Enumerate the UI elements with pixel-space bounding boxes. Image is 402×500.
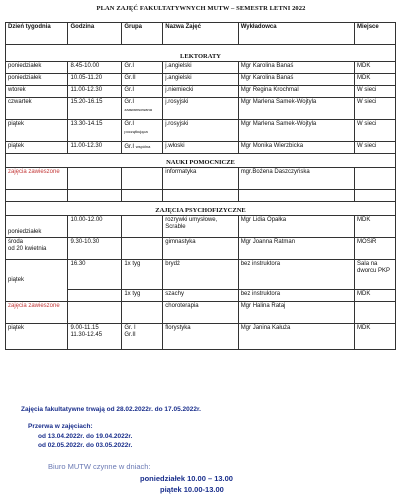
header-group: Grupa [122,23,163,45]
cell-class-name: brydż [163,260,238,290]
cell-class-name: j.angielski [163,62,238,74]
cell-place: W sieci [355,142,396,154]
cell-group: Gr.II [122,74,163,86]
table-row [6,238,396,260]
cell-hour: 10.00-12.00 [68,216,122,238]
cell-hour [68,290,122,302]
cell-hour: 13.30-14.15 [68,120,122,142]
document-title: PLAN ZAJĘĆ FAKULTATYWNYCH MUTW – SEMESTR LETNI 2022 [96,5,306,12]
cell-class-name: informatyka [163,168,238,190]
cell-group: Gr.I [122,86,163,98]
group-label: Gr. I [124,325,136,331]
cell-day [6,238,68,260]
cell-day: piątek [6,142,68,154]
cell-group [122,324,163,350]
cell-class-name [163,190,238,202]
cell-teacher: Mgr Karolina Banaś [238,74,354,86]
cell-class-name: j.rosyjski [163,120,238,142]
cell-place [355,190,396,202]
cell-group [122,238,163,260]
cell-class-name: gimnastyka [163,238,238,260]
cell-hour [68,302,122,324]
cell-teacher: Mgr Janina Kałuża [238,324,354,350]
table-row [6,98,396,120]
cell-hour: 10.05-11.20 [68,74,122,86]
cell-day: zajęcia zawieszone [6,168,68,190]
section-row [6,202,396,216]
cell-day [6,190,68,202]
office-hours-monday: poniedziałek 10.00 – 13.00 [140,474,233,483]
cell-group [122,190,163,202]
cell-place: MOSiR [355,238,396,260]
cell-hour: 15.20-16.15 [68,98,122,120]
group-note: wspólna [135,144,151,149]
header-hour: Godzina [68,23,122,45]
header-place: Miejsce [355,23,396,45]
cell-day: zajęcia zawieszone [6,302,68,324]
group-label: Gr.II [124,332,136,338]
break-title: Przerwa w zajęciach: [28,423,93,430]
cell-hour: 8.45-10.00 [68,62,122,74]
section-psycho: ZAJĘCIA PSYCHOFIZYCZNE [6,202,396,216]
cell-teacher [238,190,354,202]
cell-class-name: rozrywki umysłowe, Scrable [163,216,238,238]
cell-group [122,98,163,120]
cell-teacher: Mgr Halina Rataj [238,302,354,324]
cell-place: Sala na dworcu PKP [355,260,396,290]
cell-hour [68,190,122,202]
cell-class-name: j.rosyjski [163,98,238,120]
cell-place: W sieci [355,98,396,120]
cell-teacher: Mgr Lidia Opałka [238,216,354,238]
section-row [6,45,396,62]
cell-place [355,168,396,190]
section-lektoraty: LEKTORATY [6,45,396,62]
table-row [6,324,396,350]
cell-group: 1x tyg [122,260,163,290]
cell-teacher: Mgr Monika Wierzbicka [238,142,354,154]
day-label: środa [8,239,24,245]
office-hours-title: Biuro MUTW czynne w dniach: [48,462,151,471]
cell-place [355,302,396,324]
hour-line: 9.00-11.15 [70,325,99,331]
header-row [6,23,396,45]
break-period-1: od 13.04.2022r. do 19.04.2022r. [38,433,133,440]
cell-group [122,216,163,238]
table-row [6,120,396,142]
table-row [6,62,396,74]
cell-place: MDK [355,74,396,86]
table-row [6,86,396,98]
break-period-2: od 02.05.2022r. do 03.05.2022r. [38,442,133,449]
cell-teacher: mgr.Bożena Daszczyńska [238,168,354,190]
group-label: Gr.I [124,144,135,150]
cell-day: poniedziałek [6,74,68,86]
section-row [6,154,396,168]
cell-teacher: Mgr Joanna Ratman [238,238,354,260]
cell-place: MDK [355,62,396,74]
cell-day: poniedziałek [6,216,68,238]
cell-hour [68,168,122,190]
header-day: Dzień tygodnia [6,23,68,45]
cell-hour [68,324,122,350]
cell-class-name: j.niemiecki [163,86,238,98]
cell-class-name: j.włoski [163,142,238,154]
cell-place: W sieci [355,120,396,142]
cell-teacher: bez instruktora [238,290,354,302]
cell-day: czwartek [6,98,68,120]
cell-group [122,168,163,190]
table-row [6,260,396,290]
group-label: Gr.I [124,99,135,105]
cell-group [122,120,163,142]
cell-day: piątek [6,120,68,142]
table-row [6,142,396,154]
group-label: Gr.I [124,121,135,127]
cell-teacher: Mgr Marlena Samek-Wojtyla [238,98,354,120]
cell-hour: 16.30 [68,260,122,290]
group-note: zaawansowana [124,107,152,112]
table-row [6,190,396,202]
cell-place: W sieci [355,86,396,98]
cell-group [122,142,163,154]
cell-day: poniedziałek [6,62,68,74]
duration-note: Zajęcia fakultatywne trwają od 28.02.2022r. do 17.05.2022r. [21,406,201,413]
cell-hour: 11.00-12.30 [68,142,122,154]
header-class-name: Nazwa Zajęć [163,23,238,45]
office-hours-friday: piątek 10.00-13.00 [160,485,224,494]
cell-day: wtorek [6,86,68,98]
cell-teacher: Mgr Regina Krochmal [238,86,354,98]
cell-group: 1x tyg [122,290,163,302]
cell-group: Gr.I [122,62,163,74]
section-nauki: NAUKI POMOCNICZE [6,154,396,168]
table-row [6,302,396,324]
cell-hour: 9.30-10.30 [68,238,122,260]
cell-class-name: florystyka [163,324,238,350]
cell-class-name: szachy [163,290,238,302]
cell-place: MDK [355,290,396,302]
cell-place: MDK [355,324,396,350]
cell-day: piątek [6,260,68,302]
hour-line: 11.30-12.45 [70,332,103,338]
table-row [6,74,396,86]
cell-place: MDK [355,216,396,238]
cell-hour: 11.00-12.30 [68,86,122,98]
cell-teacher: bez instruktora [238,260,354,290]
table-row [6,216,396,238]
header-teacher: Wykładowca [238,23,354,45]
cell-day: piątek [6,324,68,350]
day-note: od 20 kwietnia [8,246,47,252]
schedule-table [5,22,396,350]
table-row [6,168,396,190]
cell-class-name: choroterapia [163,302,238,324]
cell-group [122,302,163,324]
cell-class-name: j.angielski [163,74,238,86]
cell-teacher: Mgr Karolina Banaś [238,62,354,74]
group-note: początkująca [124,129,148,134]
cell-teacher: Mgr Marlena Samek-Wojtyla [238,120,354,142]
